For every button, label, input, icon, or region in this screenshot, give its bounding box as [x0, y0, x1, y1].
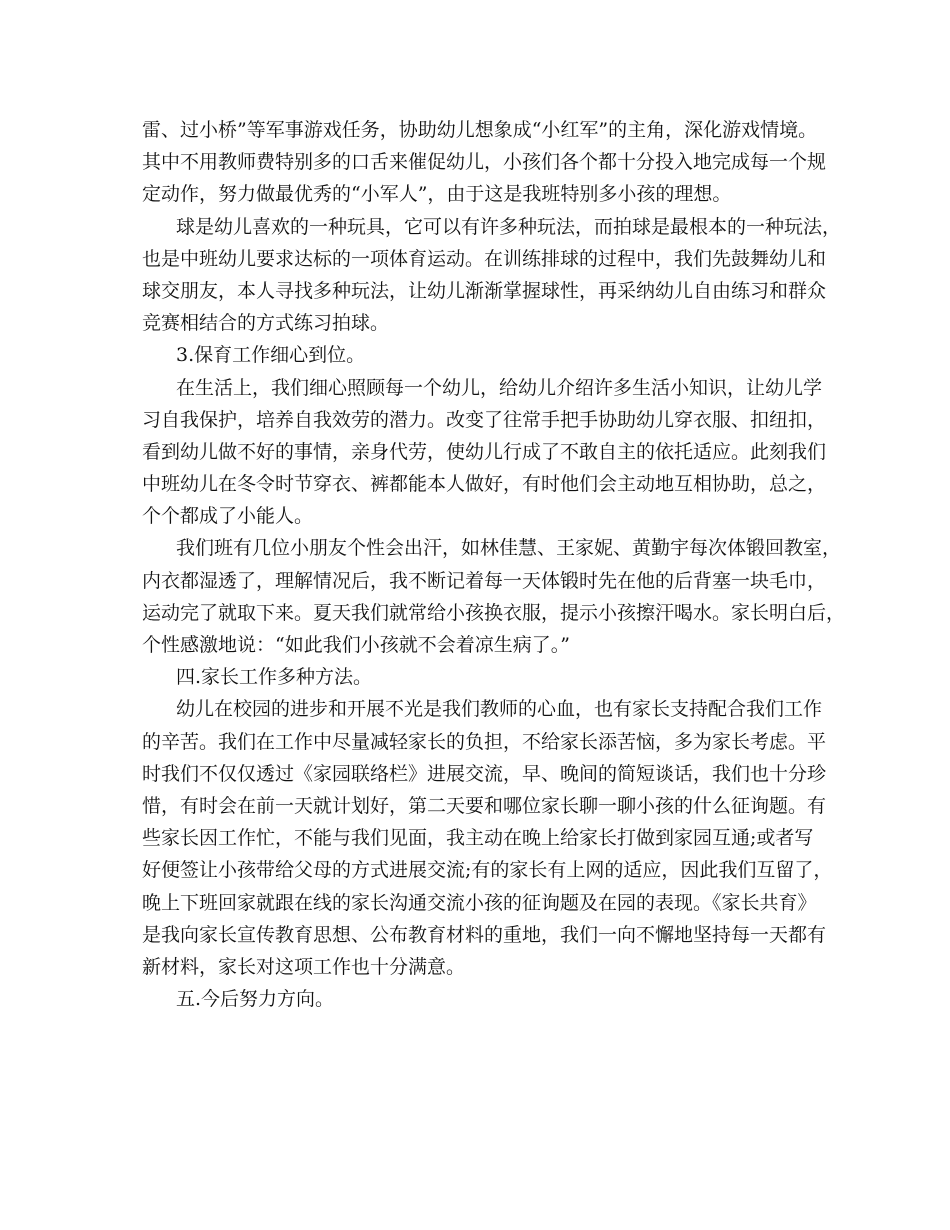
text-line: 其中不用教师费特别多的口舌来催促幼儿，小孩们各个都十分投入地完成每一个规 [142, 151, 827, 174]
text-line: 雷、过小桥”等军事游戏任务，协助幼儿想象成“小红军”的主角，深化游戏情境。 [142, 119, 818, 141]
text-line: 看到幼儿做不好的事情，亲身代劳，使幼儿行成了不敢自主的依托适应。此刻我们 [142, 440, 827, 463]
text-line: 竞赛相结合的方式练习拍球。 [142, 312, 390, 335]
text-line: 新材料，家长对这项工作也十分满意。 [142, 955, 466, 978]
text-line: 定动作，努力做最优秀的“小军人”，由于这是我班特别多小孩的理想。 [142, 183, 732, 206]
paragraph-first-line: 球是幼儿喜欢的一种玩具，它可以有许多种玩法，而拍球是最根本的一种玩法， [176, 215, 842, 238]
text-line: 运动完了就取下来。夏天我们就常给小孩换衣服，提示小孩擦汗喝水。家长明白后， [142, 601, 846, 624]
paragraph-first-line: 在生活上，我们细心照顾每一个幼儿，给幼儿介绍许多生活小知识，让幼儿学 [176, 376, 823, 399]
paragraph-first-line: 3.保育工作细心到位。 [176, 344, 366, 367]
text-line: 内衣都湿透了，理解情况后，我不断记着每一天体锻时先在他的后背塞一块毛巾， [142, 569, 827, 592]
text-line: 习自我保护，培养自我效劳的潜力。改变了往常手把手协助幼儿穿衣服、扣纽扣， [142, 408, 827, 431]
paragraph-first-line: 我们班有几位小朋友个性会出汗，如林佳慧、王家妮、黄勤宇每次体锻回教室， [176, 537, 842, 560]
text-line: 中班幼儿在冬令时节穿衣、裤都能本人做好，有时他们会主动地互相协助，总之， [142, 473, 827, 496]
text-line: 是我向家长宣传教育思想、公布教育材料的重地，我们一向不懈地坚持每一天都有 [142, 923, 827, 946]
text-line: 的辛苦。我们在工作中尽量减轻家长的负担，不给家长添苦恼，多为家长考虑。平 [142, 730, 827, 753]
text-line: 时我们不仅仅透过《家园联络栏》进展交流，早、晚间的简短谈话，我们也十分珍 [142, 762, 827, 785]
text-line: 晚上下班回家就跟在线的家长沟通交流小孩的征询题及在园的表现。《家长共育》 [142, 891, 817, 914]
text-line: 好便签让小孩带给父母的方式进展交流;有的家长有上网的适应，因此我们互留了， [142, 859, 833, 882]
text-line: 惜，有时会在前一天就计划好，第二天要和哪位家长聊一聊小孩的什么征询题。有 [142, 794, 827, 817]
text-line: 些家长因工作忙，不能与我们见面，我主动在晚上给家长打做到家园互通;或者写 [142, 827, 814, 850]
text-line: 也是中班幼儿要求达标的一项体育运动。在训练排球的过程中，我们先鼓舞幼儿和 [142, 247, 827, 270]
paragraph-first-line: 四.家长工作多种方法。 [176, 666, 373, 689]
paragraph-first-line: 五.今后努力方向。 [176, 988, 335, 1011]
paragraph-first-line: 幼儿在校园的进步和开展不光是我们教师的心血，也有家长支持配合我们工作 [176, 698, 823, 721]
text-line: 个性感激地说：“如此我们小孩就不会着凉生病了。” [142, 634, 570, 656]
text-line: 球交朋友，本人寻找多种玩法，让幼儿渐渐掌握球性，再采纳幼儿自由练习和群众 [142, 279, 827, 302]
text-line: 个个都成了小能人。 [142, 505, 314, 528]
document-body [142, 114, 846, 1015]
